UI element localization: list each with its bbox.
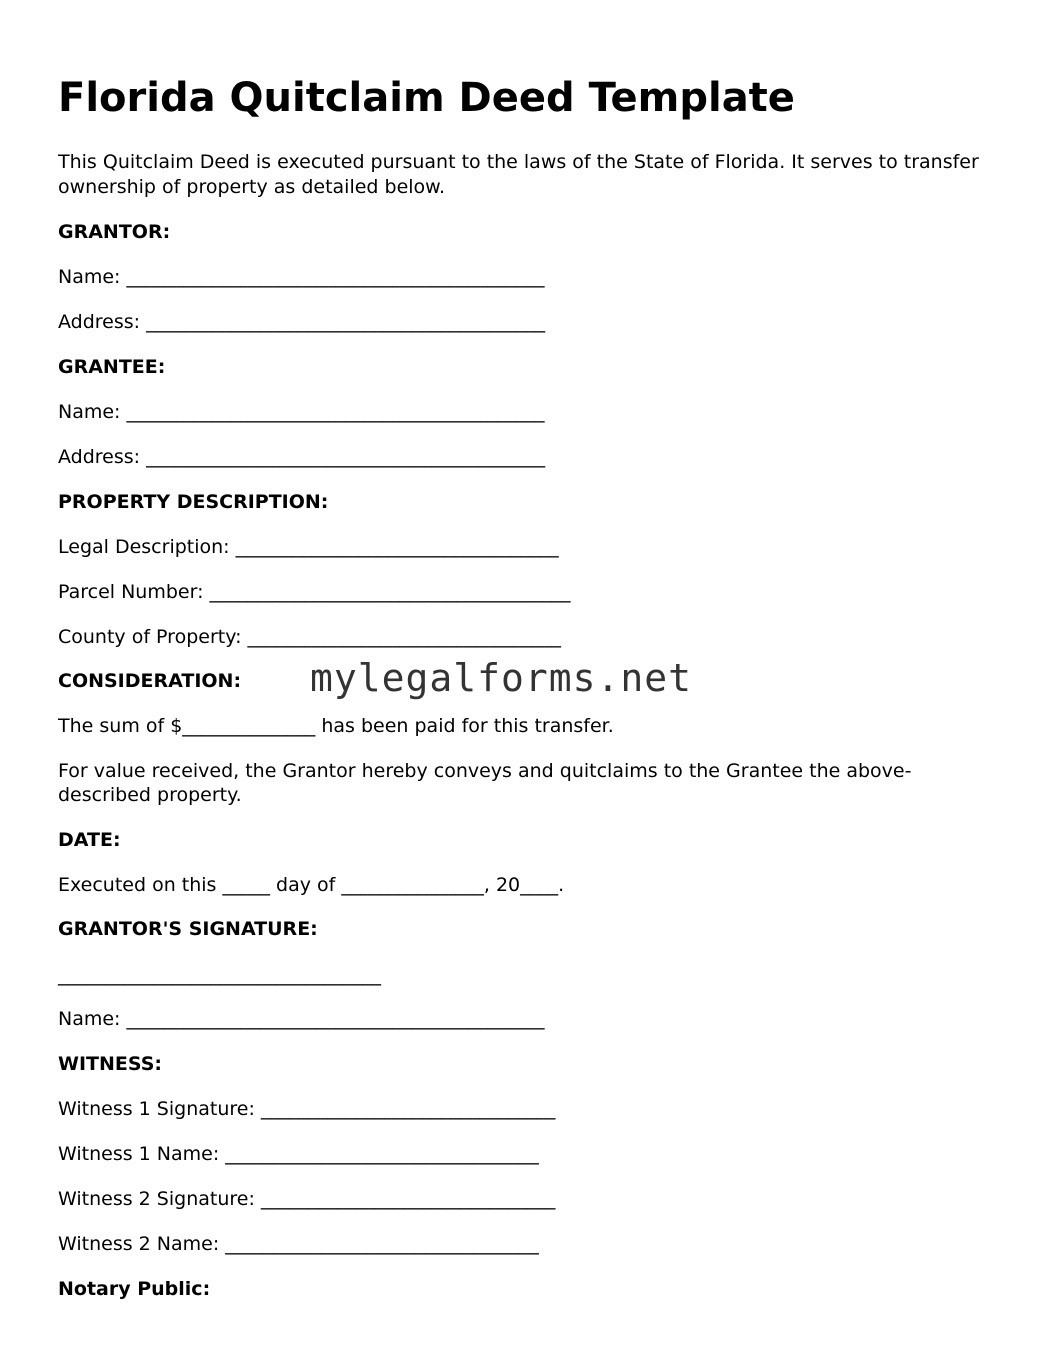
consideration-heading: CONSIDERATION: bbox=[58, 670, 242, 692]
witness-heading: WITNESS: bbox=[58, 1053, 162, 1075]
grantor-name-field: Name: ____________________________________________ bbox=[58, 266, 545, 288]
legal-description-field: Legal Description: __________________________________ bbox=[58, 536, 559, 558]
grantee-address-field: Address: __________________________________________ bbox=[58, 446, 546, 468]
conveyance-paragraph: For value received, the Grantor hereby conveys and quitclaims to the Grantee the above-described property. bbox=[58, 760, 912, 806]
grantor-heading: GRANTOR: bbox=[58, 221, 171, 243]
witness-2-name-field: Witness 2 Name: _________________________________ bbox=[58, 1233, 539, 1255]
intro-paragraph: This Quitclaim Deed is executed pursuant to the laws of the State of Florida. It serves to transfer ownership of property as detailed below. bbox=[58, 151, 979, 198]
notary-public-heading: Notary Public: bbox=[58, 1278, 211, 1300]
grantor-address-field: Address: __________________________________________ bbox=[58, 311, 546, 333]
grantor-signature-name-field: Name: ____________________________________________ bbox=[58, 1008, 545, 1030]
grantee-heading: GRANTEE: bbox=[58, 356, 166, 378]
grantor-signature-line: __________________________________ bbox=[58, 964, 381, 986]
witness-1-name-field: Witness 1 Name: _________________________________ bbox=[58, 1143, 539, 1165]
grantee-name-field: Name: ____________________________________________ bbox=[58, 401, 545, 423]
property-description-heading: PROPERTY DESCRIPTION: bbox=[58, 491, 329, 513]
document-title: Florida Quitclaim Deed Template bbox=[58, 75, 795, 121]
county-of-property-field: County of Property: _________________________________ bbox=[58, 626, 562, 648]
watermark-text: mylegalforms.net bbox=[310, 656, 693, 700]
witness-2-signature-field: Witness 2 Signature: _______________________________ bbox=[58, 1188, 556, 1210]
witness-1-signature-field: Witness 1 Signature: _______________________________ bbox=[58, 1098, 556, 1120]
date-heading: DATE: bbox=[58, 829, 121, 851]
parcel-number-field: Parcel Number: ______________________________________ bbox=[58, 581, 571, 603]
consideration-sum-field: The sum of $______________ has been paid for this transfer. bbox=[58, 715, 614, 737]
grantor-signature-heading: GRANTOR'S SIGNATURE: bbox=[58, 918, 318, 940]
execution-date-field: Executed on this _____ day of _______________, 20____. bbox=[58, 874, 565, 896]
